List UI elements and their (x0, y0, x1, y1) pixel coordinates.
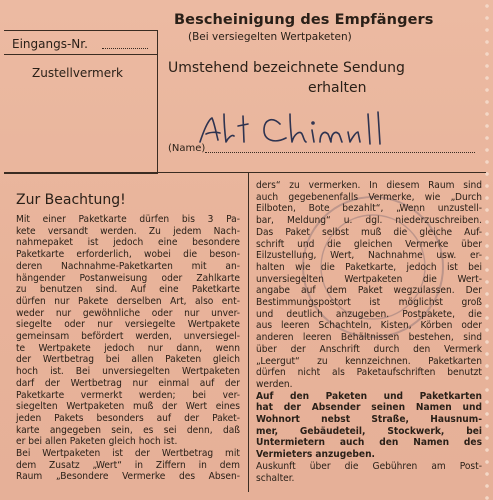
notice-line: Raum „Besondere Vermerke des Absen- (16, 471, 240, 483)
notice-line: schrift und die gleichen Vermerke über (256, 238, 482, 250)
notice-line: und deutlich anzugeben. Postpakete, die (256, 308, 482, 320)
notice-line: der Wertbetrag bei allen Paketen gleich (16, 354, 240, 366)
notice-line: Untermietern auch den Namen des (256, 437, 482, 449)
notice-line: kete versandt werden. Zu jedem Nach- (16, 225, 240, 237)
perforation-edge (483, 0, 491, 500)
notice-line: anderen leeren Behältnissen bestehen, sind (256, 332, 482, 344)
notice-line: siegelten Wertpaketen muß der Wert eines (16, 401, 240, 413)
notice-line: Eilboten, Bote bezahlt“, „Wenn unzustell- (256, 203, 482, 215)
notice-line: Auskunft über die Gebühren am Post- (256, 460, 482, 472)
notice-line: unversiegelten Wertpaketen die Wert- (256, 273, 482, 285)
notice-line: angabe auf dem Paket wegzulassen. Der (256, 285, 482, 297)
office-box (4, 30, 158, 174)
notice-line: Paketkarte vermerkt werden; bei ver- (16, 389, 240, 401)
name-field[interactable] (205, 152, 475, 153)
notice-line: auch gegebenenfalls Vermerke, wie „Durch (256, 191, 482, 203)
notice-line: hoch ist. Bei unversiegelten Wertpaketen (16, 366, 240, 378)
notice-line: weder nur gewöhnliche oder nur unver- (16, 307, 240, 319)
notice-line: dürfen nur Pakete derselben Art, also ent- (16, 295, 240, 307)
notice-line: Wohnort nebst Straße, Hausnum- (256, 414, 482, 426)
notice-line: aus leeren Schachteln, Kisten, Körben oder (256, 320, 482, 332)
notice-line: „Leergut“ zu kennzeichnen. Paketkarten (256, 355, 482, 367)
notice-line: Paketkarte erforderlich, wobei die beson- (16, 249, 240, 261)
office-box-divider (4, 54, 157, 55)
receipt-title: Bescheinigung des Empfängers (174, 12, 434, 28)
notice-line: jeden Pakets besonders auf der Paket- (16, 412, 240, 424)
notice-line: dürfen nicht als Paketaufschriften benutzt (256, 367, 482, 379)
notice-line: Eilzustellung, Wert, Nachnahme usw. er- (256, 250, 482, 262)
notice-heading: Zur Beachtung! (16, 192, 126, 208)
notice-line: hat der Absender seinen Namen und (256, 402, 482, 414)
notice-line: zu benutzen sind. Auf eine Paketkarte (16, 284, 240, 296)
notice-line: gemeinsam befördert werden, unversiegel- (16, 331, 240, 343)
notice-right-column (256, 180, 482, 484)
notice-line: deren Nachnahme-Paketkarten mit an- (16, 260, 240, 272)
handwritten-signature (194, 108, 434, 154)
notice-line: karte angegeben sein, es sei denn, daß (16, 424, 240, 436)
notice-line: dem Zusatz „Wert“ in Ziffern in dem (16, 459, 240, 471)
notice-line: siegelte oder nur versiegelte Wertpakete (16, 319, 240, 331)
notice-line: über der Anschrift durch den Vermerk (256, 343, 482, 355)
notice-line: bar, Meldung“ u. dgl. niederzuschreiben. (256, 215, 482, 227)
notice-line: Das Paket selbst muß die gleiche Auf- (256, 226, 482, 238)
notice-line: Auf den Paketen und Paketkarten (256, 390, 482, 402)
notice-line: darf der Wertbetrag nur einmal auf der (16, 377, 240, 389)
notice-left-column (16, 214, 240, 483)
name-label: (Name) (168, 143, 206, 154)
notice-line: werden. (256, 378, 293, 390)
receipt-subtitle: (Bei versiegelten Wertpaketen) (188, 31, 352, 43)
notice-line: Vermieters anzugeben. (256, 449, 375, 461)
notice-line: Bestimmungspostort ist möglichst groß (256, 297, 482, 309)
section-divider (4, 172, 486, 173)
notice-line: mer, Gebäudeteil, Stockwerk, bei (256, 425, 482, 437)
eingangs-nr-label: Eingangs-Nr. (12, 37, 88, 51)
eingangs-nr-field[interactable] (102, 48, 148, 49)
notice-line: er bei allen Paketen gleich hoch ist. (16, 436, 178, 448)
notice-line: hängender Postanweisung oder Zahlkarte (16, 272, 240, 284)
notice-line: Bei Wertpaketen ist der Wertbetrag mit (16, 448, 240, 460)
receipt-line-2: erhalten (308, 80, 367, 96)
notice-line: nahmepaket ist jedoch eine besondere (16, 237, 240, 249)
notice-line: halten wie die Paketkarte, jedoch ist bei (256, 261, 482, 273)
notice-line: schalter. (256, 472, 295, 484)
notice-line: Mit einer Paketkarte dürfen bis 3 Pa- (16, 214, 240, 225)
notice-line: te Wertpakete jedoch nur dann, wenn (16, 342, 240, 354)
notice-line: ders“ zu vermerken. In diesem Raum sind (256, 180, 482, 191)
column-divider (248, 172, 249, 492)
receipt-line-1: Umstehend bezeichnete Sendung (168, 60, 405, 76)
zustellvermerk-label: Zustellvermerk (32, 66, 123, 80)
